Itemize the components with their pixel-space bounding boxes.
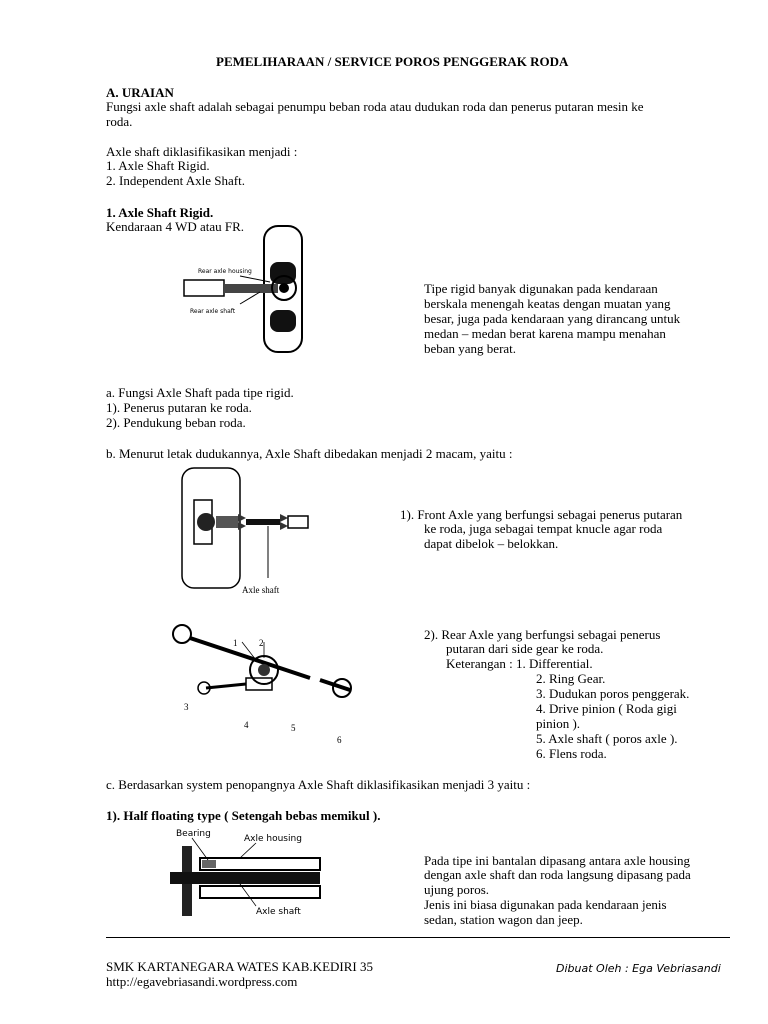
rigid-desc-4: medan – medan berat karena mampu menahan (424, 326, 666, 341)
classification-intro: Axle shaft diklasifikasikan menjadi : (106, 144, 298, 159)
keterangan-6: 6. Flens roda. (536, 746, 607, 761)
rigid-desc-5: beban yang berat. (424, 341, 517, 356)
rear-axle-line-2: putaran dari side gear ke roda. (446, 641, 604, 656)
rigid-axle-diagram (180, 222, 320, 354)
axle-shaft-rod (224, 284, 278, 293)
rear-axle-diagram (160, 618, 360, 722)
rigid-heading: 1. Axle Shaft Rigid. (106, 205, 214, 220)
hf-desc-5: sedan, station wagon dan jeep. (424, 912, 583, 927)
hf-desc-3: ujung poros. (424, 882, 489, 897)
hf-leader-shaft (240, 884, 256, 906)
front-axle-diagram (180, 466, 330, 592)
page-title: PEMELIHARAAN / SERVICE POROS PENGGERAK RODA (216, 54, 569, 69)
half-floating-heading: 1). Half floating type ( Setengah bebas memikul ). (106, 808, 381, 823)
hf-leader-housing (240, 843, 256, 858)
tire-bottom (270, 310, 296, 332)
hub-center (279, 283, 289, 293)
front-axle-line-3: dapat dibelok – belokkan. (424, 536, 559, 551)
rigid-desc-2: berskala menengah keatas dengan muatan yang (424, 296, 671, 311)
half-floating-diagram (160, 826, 330, 922)
flange-left (173, 625, 191, 643)
rigid-desc-1: Tipe rigid banyak digunakan pada kendaraan (424, 281, 658, 296)
hf-desc-2: dengan axle shaft dan roda langsung dipasang pada (424, 867, 691, 882)
rear-axle-line-3: Keterangan : 1. Differential. (446, 656, 593, 671)
rear-fig-num-2: 2 (259, 638, 264, 648)
front-axle-line-2: ke roda, juga sebagai tempat knucle agar roda (424, 521, 663, 536)
hf-leader-bearing (192, 838, 208, 860)
rear-axle-line-1: 2). Rear Axle yang berfungsi sebagai penerus (424, 627, 661, 642)
rear-fig-num-5: 5 (291, 723, 296, 733)
front-shaft-rod (246, 519, 280, 525)
rear-fig-num-3: 3 (184, 702, 189, 712)
footer-url[interactable]: http://egavebriasandi.wordpress.com (106, 974, 298, 989)
hf-desc-4: Jenis ini biasa digunakan pada kendaraan jenis (424, 897, 667, 912)
section-a-heading: A. URAIAN (106, 85, 174, 100)
ring-gear (258, 664, 270, 676)
fungsi-heading: a. Fungsi Axle Shaft pada tipe rigid. (106, 385, 294, 400)
system-heading: c. Berdasarkan system penopangnya Axle Shaft diklasifikasikan menjadi 3 yaitu : (106, 777, 531, 792)
hf-label-housing: Axle housing (244, 834, 302, 844)
rear-fig-num-4: 4 (244, 720, 249, 730)
leader-housing (240, 276, 270, 282)
rigid-subtitle: Kendaraan 4 WD atau FR. (106, 219, 245, 234)
hf-housing-bottom (200, 886, 320, 898)
hf-axle-shaft (170, 872, 320, 884)
fig-label-housing: Rear axle housing (198, 268, 252, 275)
rear-fig-num-6: 6 (337, 735, 342, 745)
propeller-shaft (206, 684, 246, 688)
front-axle-line-1: 1). Front Axle yang berfungsi sebagai penerus putaran (400, 507, 683, 522)
rigid-desc-3: besar, juga pada kendaraan yang dirancang untuk (424, 311, 681, 326)
keterangan-3: 3. Dudukan poros penggerak. (536, 686, 690, 701)
housing-tube (184, 280, 224, 296)
outer-joint (216, 516, 238, 528)
fig-label-shaft: Rear axle shaft (190, 308, 236, 315)
hf-bearing (202, 860, 216, 868)
hf-housing-top (200, 858, 320, 870)
fungsi-item-2: 2). Pendukung beban roda. (106, 415, 246, 430)
keterangan-2: 2. Ring Gear. (536, 671, 606, 686)
keterangan-4: 4. Drive pinion ( Roda gigi (536, 701, 677, 716)
hf-desc-1: Pada tipe ini bantalan dipasang antara axle housing (424, 853, 691, 868)
intro-line-2: roda. (106, 114, 133, 129)
hf-label-shaft: Axle shaft (256, 907, 301, 917)
classification-item-1: 1. Axle Shaft Rigid. (106, 158, 210, 173)
intro-line-1: Fungsi axle shaft adalah sebagai penumpu beban roda atau dudukan roda dan penerus putaran mesin ke (106, 99, 644, 114)
keterangan-4b: pinion ). (536, 716, 581, 731)
footer-author: Dibuat Oleh : Ega Vebriasandi (556, 962, 721, 975)
footer-rule (106, 937, 730, 938)
inner-joint (288, 516, 308, 528)
rear-fig-num-1: 1 (233, 638, 238, 648)
fungsi-item-1: 1). Penerus putaran ke roda. (106, 400, 252, 415)
hf-label-bearing: Bearing (176, 829, 211, 839)
front-fig-label: Axle shaft (242, 585, 280, 595)
leader-shaft (240, 292, 260, 304)
footer-school: SMK KARTANEGARA WATES KAB.KEDIRI 35 (106, 959, 373, 974)
classification-item-2: 2. Independent Axle Shaft. (106, 173, 245, 188)
inner-boot (280, 514, 288, 530)
front-hub (197, 513, 215, 531)
outer-boot (238, 514, 246, 530)
keterangan-5: 5. Axle shaft ( poros axle ). (536, 731, 678, 746)
letak-heading: b. Menurut letak dudukannya, Axle Shaft dibedakan menjadi 2 macam, yaitu : (106, 446, 513, 461)
